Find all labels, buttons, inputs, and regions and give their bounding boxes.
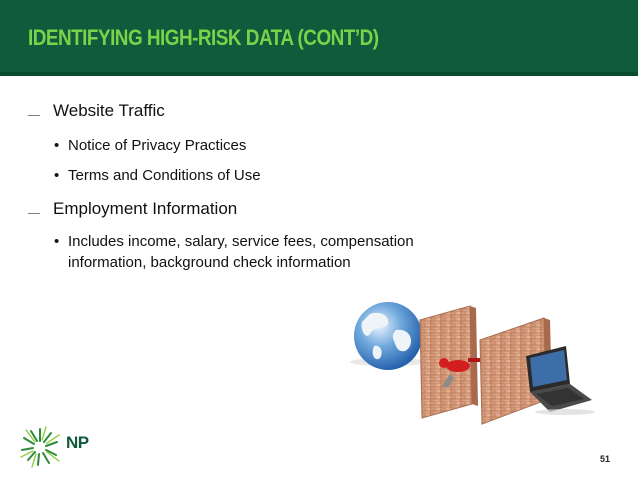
dash-icon xyxy=(28,213,40,214)
globe-firewall-laptop-illustration xyxy=(340,300,600,430)
subbullet-text: information, background check information xyxy=(68,254,351,271)
bullet-label: Employment Information xyxy=(53,199,238,218)
dash-icon xyxy=(28,115,40,116)
brand-logo xyxy=(18,423,108,471)
page-number: 51 xyxy=(600,454,611,464)
bullet-website-traffic xyxy=(28,101,165,121)
bullet-label: Website Traffic xyxy=(53,101,165,120)
subbullet xyxy=(54,233,414,250)
subbullet xyxy=(54,167,261,184)
bullet-dot-icon: • xyxy=(54,167,60,184)
slide-title: IDENTIFYING HIGH-RISK DATA (CONT’D) xyxy=(28,25,379,50)
logo-text: NP xyxy=(66,433,89,452)
subbullet xyxy=(54,137,246,154)
subbullet-text: Notice of Privacy Practices xyxy=(68,137,247,154)
subbullet-continuation xyxy=(54,254,351,271)
laptop-icon xyxy=(526,346,595,415)
subbullet-text: Includes income, salary, service fees, compensation xyxy=(68,233,414,250)
globe-icon xyxy=(350,302,426,370)
bullet-dot-icon: • xyxy=(54,233,60,250)
subbullet-text: Terms and Conditions of Use xyxy=(68,167,261,184)
bullet-dot-icon: • xyxy=(54,137,60,154)
bullet-employment-information xyxy=(28,199,237,219)
